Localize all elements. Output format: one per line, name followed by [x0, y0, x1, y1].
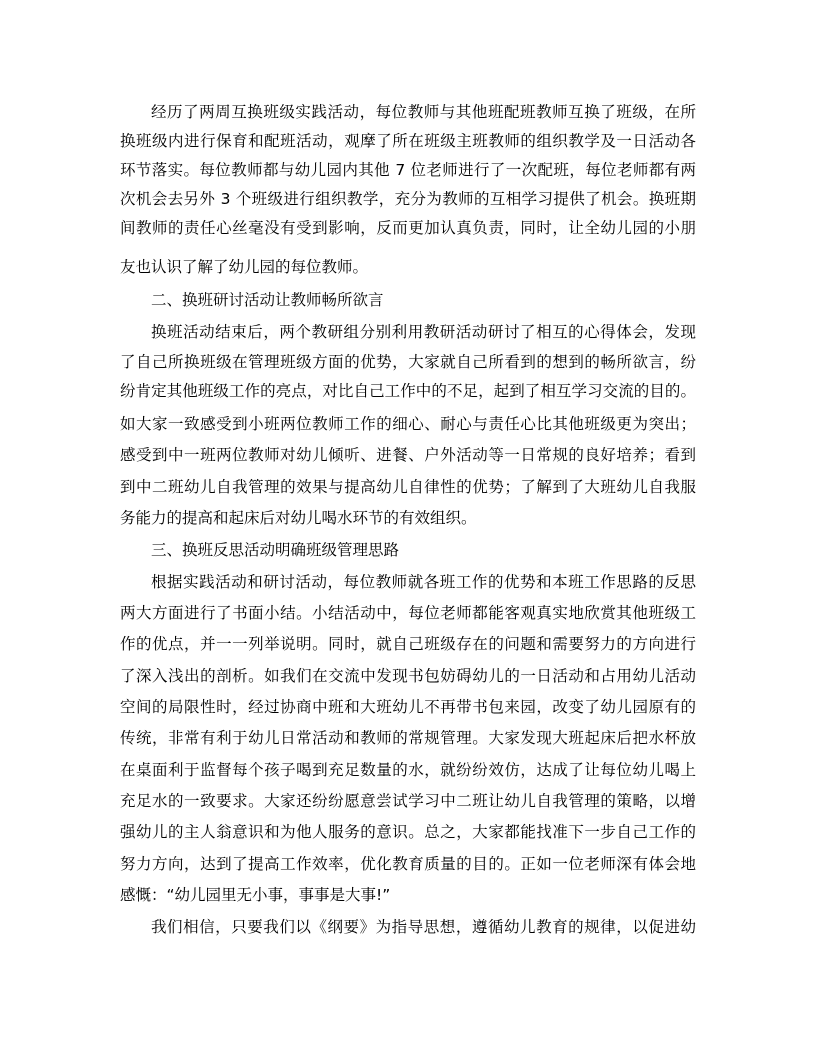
paragraph-line: 强幼儿的主人翁意识和为他人服务的意识。总之，大家都能找准下一步自己工作的	[120, 823, 696, 841]
paragraph-line: 感受到中一班两位教师对幼儿倾听、进餐、户外活动等一日常规的良好培养；看到	[120, 446, 696, 464]
paragraph-line: 作的优点，并一一列举说明。同时，就自己班级存在的问题和需要努力的方向进行	[120, 635, 696, 653]
paragraph-line: 纷肯定其他班级工作的亮点，对比自己工作中的不足，起到了相互学习交流的目的。	[120, 382, 696, 400]
paragraph-line: 经历了两周互换班级实践活动，每位教师与其他班配班教师互换了班级，在所	[151, 103, 696, 121]
paragraph-line: 了深入浅出的剖析。如我们在交流中发现书包妨碍幼儿的一日活动和占用幼儿活动	[120, 667, 696, 685]
paragraph-line: 了自己所换班级在管理班级方面的优势，大家就自己所看到的想到的畅所欲言，纷	[120, 353, 696, 371]
section-heading: 三、换班反思活动明确班级管理思路	[151, 541, 400, 559]
paragraph-line: 努力方向，达到了提高工作效率，优化教育质量的目的。正如一位老师深有体会地	[120, 855, 696, 873]
paragraph-line: 到中二班幼儿自我管理的效果与提高幼儿自律性的优势；了解到了大班幼儿自我服	[120, 478, 696, 496]
paragraph-line: 如大家一致感受到小班两位教师工作的细心、耐心与责任心比其他班级更为突出；	[120, 415, 696, 433]
paragraph-line: 友也认识了解了幼儿园的每位教师。	[120, 258, 369, 276]
paragraph-line: 间教师的责任心丝毫没有受到影响，反而更加认真负责，同时，让全幼儿园的小朋	[120, 219, 696, 237]
paragraph-line: 感慨：“幼儿园里无小事，事事是大事!”	[120, 886, 391, 904]
paragraph-line: 在桌面利于监督每个孩子喝到充足数量的水，就纷纷效仿，达成了让每位幼儿喝上	[120, 761, 696, 779]
paragraph-line: 换班级内进行保育和配班活动，观摩了所在班级主班教师的组织教学及一日活动各	[120, 132, 696, 150]
paragraph-line: 两大方面进行了书面小结。小结活动中，每位老师都能客观真实地欣赏其他班级工	[120, 604, 696, 622]
paragraph-line: 根据实践活动和研讨活动，每位教师就各班工作的优势和本班工作思路的反思	[151, 573, 696, 591]
paragraph-line: 务能力的提高和起床后对幼儿喝水环节的有效组织。	[120, 509, 477, 527]
paragraph-line: 充足水的一致要求。大家还纷纷愿意尝试学习中二班让幼儿自我管理的策略，以增	[120, 792, 696, 810]
paragraph-line: 空间的局限性时，经过协商中班和大班幼儿不再带书包来园，改变了幼儿园原有的	[120, 698, 696, 716]
paragraph-line: 我们相信，只要我们以《纲要》为指导思想，遵循幼儿教育的规律，以促进幼	[151, 918, 696, 936]
paragraph-line: 环节落实。每位教师都与幼儿园内其他 7 位老师进行了一次配班，每位老师都有两	[120, 161, 696, 179]
paragraph-line: 换班活动结束后，两个教研组分别利用教研活动研讨了相互的心得体会，发现	[151, 323, 696, 341]
paragraph-line: 传统，非常有利于幼儿日常活动和教师的常规管理。大家发现大班起床后把水杯放	[120, 729, 696, 747]
section-heading: 二、换班研讨活动让教师畅所欲言	[151, 291, 384, 309]
paragraph-line: 次机会去另外 3 个班级进行组织教学，充分为教师的互相学习提供了机会。换班期	[120, 190, 696, 208]
